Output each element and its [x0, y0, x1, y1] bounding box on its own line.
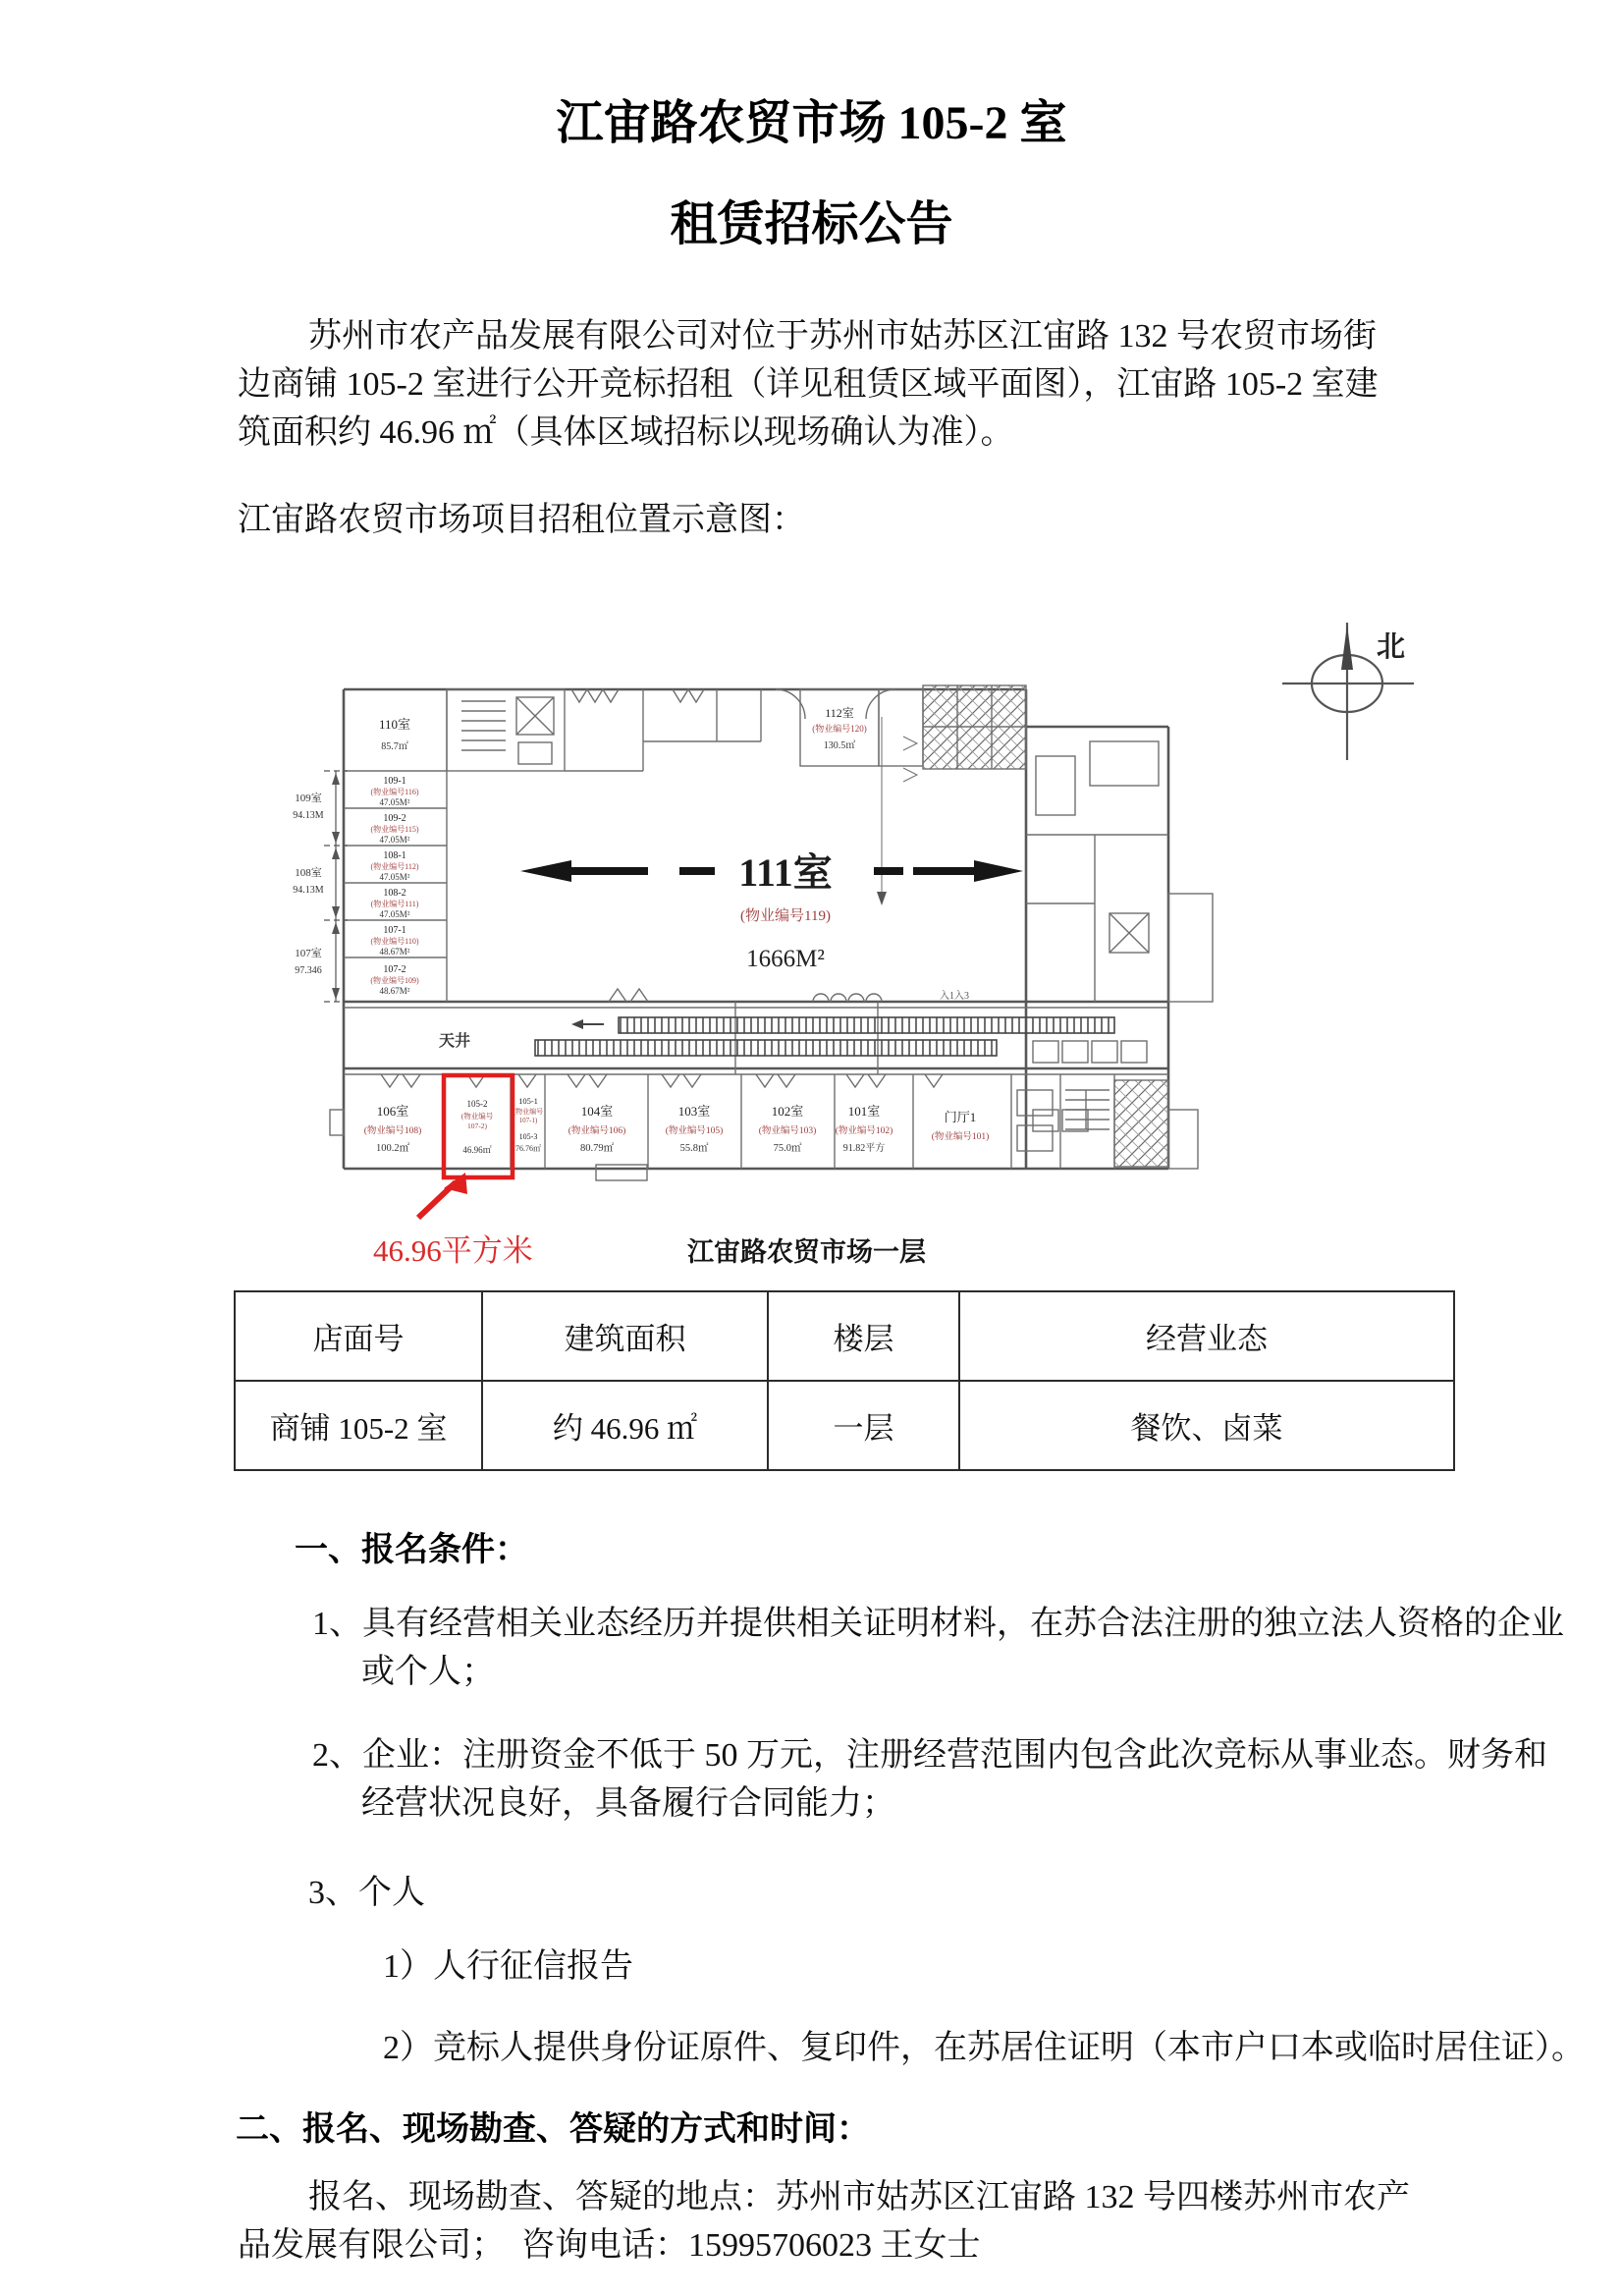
svg-text:108-1: 108-1	[383, 850, 406, 861]
svg-text:47.05M²: 47.05M²	[379, 872, 410, 882]
svg-text:102室: 102室	[771, 1104, 804, 1119]
compass-north-label: 北	[1377, 631, 1406, 663]
page-title-line2: 租赁招标公告	[670, 198, 953, 250]
section2-line1: 报名、现场勘查、答疑的地点：苏州市姑苏区江宙路 132 号四楼苏州市农产	[308, 2179, 1410, 2215]
svg-text:112室: 112室	[825, 706, 854, 720]
cell-building-area: 约 46.96 ㎡	[482, 1381, 768, 1470]
header-shop-number: 店面号	[235, 1291, 482, 1381]
lease-info-table	[234, 1290, 1455, 1471]
svg-text:108-2: 108-2	[383, 888, 406, 899]
svg-text:107-1: 107-1	[383, 925, 406, 936]
svg-text:(物业编号102): (物业编号102)	[835, 1126, 893, 1136]
svg-text:107室: 107室	[295, 948, 322, 959]
plan-walls	[344, 689, 1168, 1169]
svg-text:46.96㎡: 46.96㎡	[462, 1145, 492, 1155]
svg-text:80.79㎡: 80.79㎡	[579, 1143, 615, 1154]
cell-business-type: 餐饮、卤菜	[959, 1381, 1454, 1470]
svg-text:55.8㎡: 55.8㎡	[679, 1143, 709, 1154]
svg-text:110室: 110室	[378, 717, 411, 732]
svg-text:47.05M²: 47.05M²	[379, 835, 410, 845]
condition-item3: 3、个人	[308, 1875, 425, 1911]
svg-text:107-1): 107-1)	[518, 1117, 538, 1124]
cell-floor: 一层	[768, 1381, 959, 1470]
svg-text:108室: 108室	[295, 867, 322, 879]
condition-item2-line1: 2、企业：注册资金不低于 50 万元，注册经营范围内包含此次竞标从事业态。财务和	[312, 1737, 1547, 1774]
header-building-area: 建筑面积	[482, 1291, 768, 1381]
shop-labels	[364, 1096, 990, 1155]
table-header-row	[235, 1291, 1454, 1381]
svg-text:106室: 106室	[376, 1104, 409, 1119]
svg-text:(物业编号112): (物业编号112)	[370, 862, 419, 871]
svg-text:109-1: 109-1	[383, 776, 406, 787]
svg-text:(物业编号120): (物业编号120)	[812, 724, 867, 734]
svg-text:(物业编号106): (物业编号106)	[568, 1126, 626, 1136]
svg-text:(物业编号101): (物业编号101)	[931, 1132, 990, 1142]
intro-line2: 边商铺 105-2 室进行公开竞标招租（详见租赁区域平面图），江宙路 105-2 室建	[238, 366, 1379, 403]
floor-plan-svg	[226, 579, 1483, 1277]
hall-labels	[738, 850, 833, 972]
stall-bands	[535, 1017, 1114, 1056]
svg-text:(物业编号109): (物业编号109)	[370, 976, 419, 985]
svg-text:109室: 109室	[295, 793, 322, 804]
svg-text:97.346: 97.346	[295, 965, 322, 976]
svg-text:1666M²: 1666M²	[746, 946, 825, 972]
cell-shop-number: 商铺 105-2 室	[235, 1381, 482, 1470]
svg-text:门厅1: 门厅1	[944, 1110, 977, 1124]
svg-text:91.82平方: 91.82平方	[842, 1143, 886, 1154]
condition-item3-sub2: 2）竞标人提供身份证原件、复印件，在苏居住证明（本市户口本或临时居住证）。	[383, 2030, 1585, 2066]
svg-text:(物业编号115): (物业编号115)	[370, 825, 419, 834]
table-data-row	[235, 1381, 1454, 1470]
svg-text:100.2㎡: 100.2㎡	[375, 1143, 410, 1154]
svg-text:47.05M²: 47.05M²	[379, 797, 410, 807]
svg-text:105-2: 105-2	[466, 1099, 488, 1109]
svg-text:107-2): 107-2)	[467, 1121, 487, 1130]
svg-text:109-2: 109-2	[383, 813, 406, 824]
svg-text:(物业编号105): (物业编号105)	[665, 1126, 724, 1136]
svg-text:94.13M: 94.13M	[293, 810, 324, 821]
condition-item1-line1: 1、具有经营相关业态经历并提供相关证明材料，在苏合法注册的独立法人资格的企业	[312, 1606, 1564, 1642]
courtyard-label: 天井	[438, 1033, 471, 1050]
plan-intro-line: 江宙路农贸市场项目招租位置示意图：	[238, 502, 805, 538]
svg-text:(物业编号119): (物业编号119)	[740, 908, 831, 924]
page-title-line1: 江宙路农贸市场 105-2 室	[556, 97, 1067, 149]
svg-text:(物业编号103): (物业编号103)	[758, 1126, 817, 1136]
svg-text:107-2: 107-2	[383, 964, 406, 975]
svg-text:94.13M: 94.13M	[293, 885, 324, 896]
intro-paragraph	[238, 312, 1475, 457]
entrance-label: 入1入3	[940, 991, 969, 1002]
condition-item2-line2: 经营状况良好，具备履行合同能力；	[361, 1785, 895, 1822]
svg-text:76.76㎡: 76.76㎡	[515, 1144, 541, 1153]
svg-text:105-1: 105-1	[518, 1096, 538, 1106]
svg-text:(物业编号: (物业编号	[513, 1108, 544, 1116]
svg-text:(物业编号110): (物业编号110)	[370, 937, 419, 946]
header-floor: 楼层	[768, 1291, 959, 1381]
svg-text:104室: 104室	[580, 1104, 614, 1119]
svg-text:111室: 111室	[738, 850, 833, 895]
dimension-labels	[293, 791, 324, 976]
svg-text:105-3: 105-3	[518, 1132, 538, 1141]
floor-plan-figure	[226, 579, 1483, 1277]
highlight-area-label: 46.96平方米	[373, 1233, 533, 1268]
svg-text:85.7㎡: 85.7㎡	[381, 741, 408, 752]
svg-text:(物业编号108): (物业编号108)	[363, 1126, 422, 1136]
section2-line2: 品发展有限公司； 咨询电话：15995706023 王女士	[238, 2227, 981, 2264]
section2-paragraph	[238, 2173, 1485, 2269]
svg-text:(物业编号: (物业编号	[460, 1112, 494, 1121]
svg-text:47.05M²: 47.05M²	[379, 909, 410, 919]
header-business-type: 经营业态	[959, 1291, 1454, 1381]
plan-caption: 江宙路农贸市场一层	[687, 1237, 926, 1267]
svg-text:48.67M²: 48.67M²	[379, 947, 410, 957]
intro-line3: 筑面积约 46.96 ㎡（具体区域招标以现场确认为准）。	[238, 414, 1014, 451]
condition-item1-line2: 或个人；	[361, 1654, 495, 1690]
svg-text:75.0㎡: 75.0㎡	[773, 1143, 802, 1154]
svg-text:(物业编号116): (物业编号116)	[370, 788, 419, 796]
svg-text:(物业编号111): (物业编号111)	[370, 900, 419, 908]
intro-line1: 苏州市农产品发展有限公司对位于苏州市姑苏区江宙路 132 号农贸市场街	[308, 318, 1377, 355]
svg-text:130.5㎡: 130.5㎡	[823, 740, 856, 751]
section1-heading: 一、报名条件：	[295, 1531, 528, 1568]
svg-text:101室: 101室	[847, 1104, 881, 1119]
svg-text:48.67M²: 48.67M²	[379, 986, 410, 996]
condition-item3-sub1: 1）人行征信报告	[383, 1948, 633, 1985]
section2-heading: 二、报名、现场勘查、答疑的方式和时间：	[236, 2110, 870, 2148]
svg-text:103室: 103室	[677, 1104, 711, 1119]
